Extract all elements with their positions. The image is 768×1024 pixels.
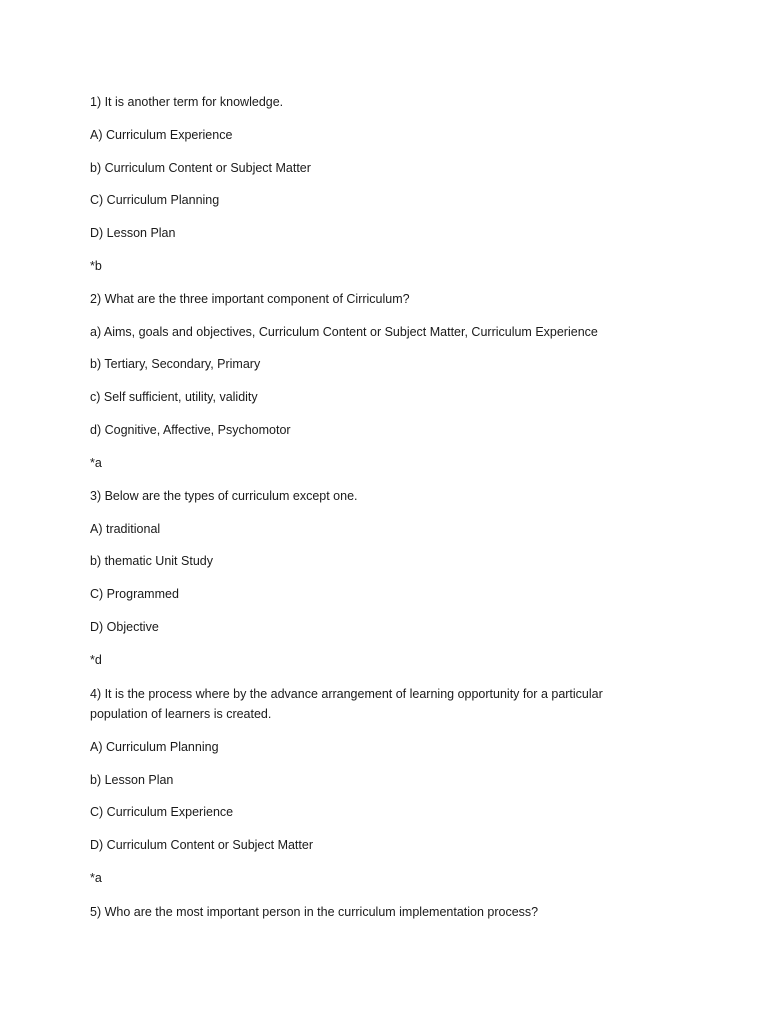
option-b: b) Tertiary, Secondary, Primary [90,357,261,371]
question-2: 2) What are the three important component of Cirriculum? [90,292,410,306]
option-d: D) Curriculum Content or Subject Matter [90,838,313,852]
option-b: b) thematic Unit Study [90,554,213,568]
answer-4: *a [90,871,102,885]
option-a: A) traditional [90,522,161,536]
option-c: C) Programmed [90,587,179,601]
answer-2: *a [90,456,102,470]
option-a: A) Curriculum Planning [90,740,219,754]
option-d: D) Objective [90,620,159,634]
option-a: A) Curriculum Experience [90,128,233,142]
answer-3: *d [90,653,102,667]
option-c: c) Self sufficient, utility, validity [90,390,258,404]
option-d: d) Cognitive, Affective, Psychomotor [90,423,291,437]
question-5: 5) Who are the most important person in the curriculum implementation process? [90,905,539,919]
option-a: a) Aims, goals and objectives, Curriculum Content or Subject Matter, Curriculum Experience [90,325,598,339]
question-1: 1) It is another term for knowledge. [90,95,284,109]
option-b: b) Lesson Plan [90,773,174,787]
answer-1: *b [90,259,102,273]
question-4: 4) It is the process where by the advance arrangement of learning opportunity for a particular population of learners is created. [90,687,603,721]
option-c: C) Curriculum Experience [90,805,234,819]
question-3: 3) Below are the types of curriculum except one. [90,489,358,503]
option-b: b) Curriculum Content or Subject Matter [90,161,311,175]
option-d: D) Lesson Plan [90,226,176,240]
option-c: C) Curriculum Planning [90,193,220,207]
